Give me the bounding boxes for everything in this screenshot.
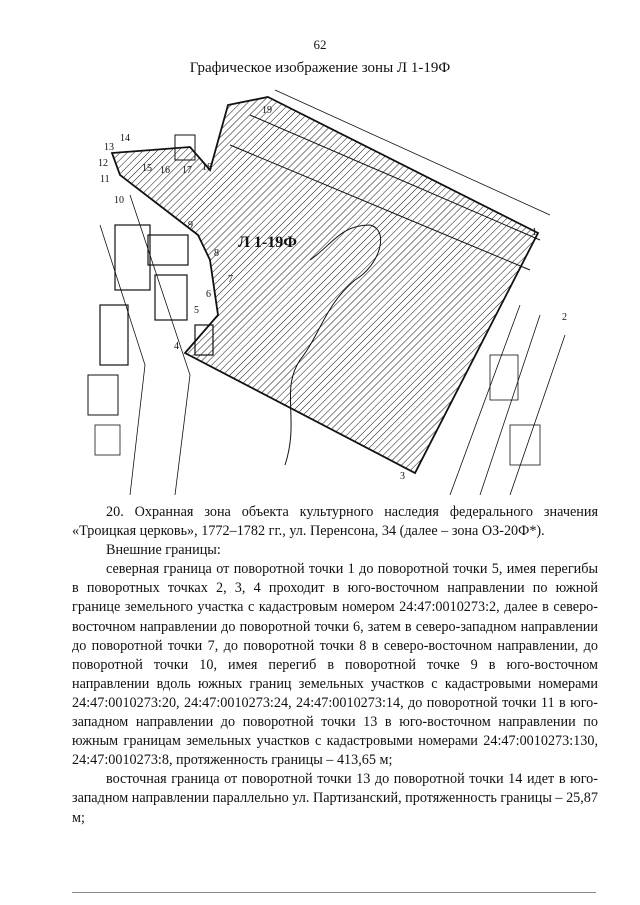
section-heading: 20. Охранная зона объекта культурного наследия федерального значения «Троицкая церковь», 1772–1782 гг., ул. Перенсона, 34 (далее – зона ОЗ-20Ф*).: [72, 504, 598, 540]
road-line: [100, 225, 145, 495]
point-label-5: 5: [194, 305, 199, 316]
section-subheading: Внешние границы:: [106, 542, 221, 559]
point-label-2: 2: [562, 312, 567, 323]
point-label-12: 12: [98, 158, 108, 169]
east-boundary-paragraph: восточная граница от поворотной точки 13 до поворотной точки 14 идет в юго-западном направлении параллельно ул. Партизанский, протяженность границы – 25,87 м;: [72, 771, 598, 826]
point-label-11: 11: [100, 174, 110, 185]
point-label-18: 18: [202, 162, 212, 173]
point-label-17: 17: [182, 165, 192, 176]
page-bottom-rule: [72, 892, 596, 893]
zone-map: [70, 75, 590, 495]
figure-title: Графическое изображение зоны Л 1-19Ф: [189, 60, 451, 76]
document-body: [72, 503, 598, 828]
point-label-1: 1: [532, 227, 537, 238]
point-label-13: 13: [104, 142, 114, 153]
point-label-14: 14: [120, 133, 130, 144]
road-line: [480, 315, 540, 495]
point-label-10: 10: [114, 195, 124, 206]
building: [510, 425, 540, 465]
building: [155, 275, 187, 320]
building: [148, 235, 188, 265]
zone-label: Л 1-19Ф: [238, 234, 297, 251]
building: [95, 425, 120, 455]
page-number: 62: [313, 37, 327, 52]
north-boundary-paragraph: северная граница от поворотной точки 1 до поворотной точки 5, имея перегибы в поворотных точках 2, 3, 4 проходит в юго-восточном направлении по южной границе земельного участка с кадастровым номером 24:47:0010273:2, далее в северо-восточном направлении до поворотной точки 6, затем в северо-западном направлении до поворотной точки 7, до поворотной точки 8 в северо-восточном направлении, до поворотной точки 10, имея перегиб в поворотной точке 9 в юго-восточном направлении вдоль южных границ земельных участков с кадастровыми номерами 24:47:0010273:20, 24:47:0010273:24, 24:47:0010273:14, до поворотной точки 11 в юго-западном направлении до поворотной точки 13 в юго-восточном направлении по южным границам земельных участков с кадастровыми номерами 24:47:0010273:130, 24:47:0010273:8, протяженность границы – 413,65 м;: [72, 561, 598, 769]
zone-area: [112, 97, 538, 473]
point-label-7: 7: [228, 274, 233, 285]
building: [100, 305, 128, 365]
building: [115, 225, 150, 290]
point-label-3: 3: [400, 471, 405, 482]
point-label-8: 8: [214, 248, 219, 259]
point-label-16: 16: [160, 165, 170, 176]
point-label-4: 4: [174, 341, 179, 352]
point-label-19: 19: [262, 105, 272, 116]
road-line: [130, 195, 190, 495]
point-label-6: 6: [206, 289, 211, 300]
point-label-9: 9: [188, 220, 193, 231]
building: [88, 375, 118, 415]
point-label-15: 15: [142, 163, 152, 174]
